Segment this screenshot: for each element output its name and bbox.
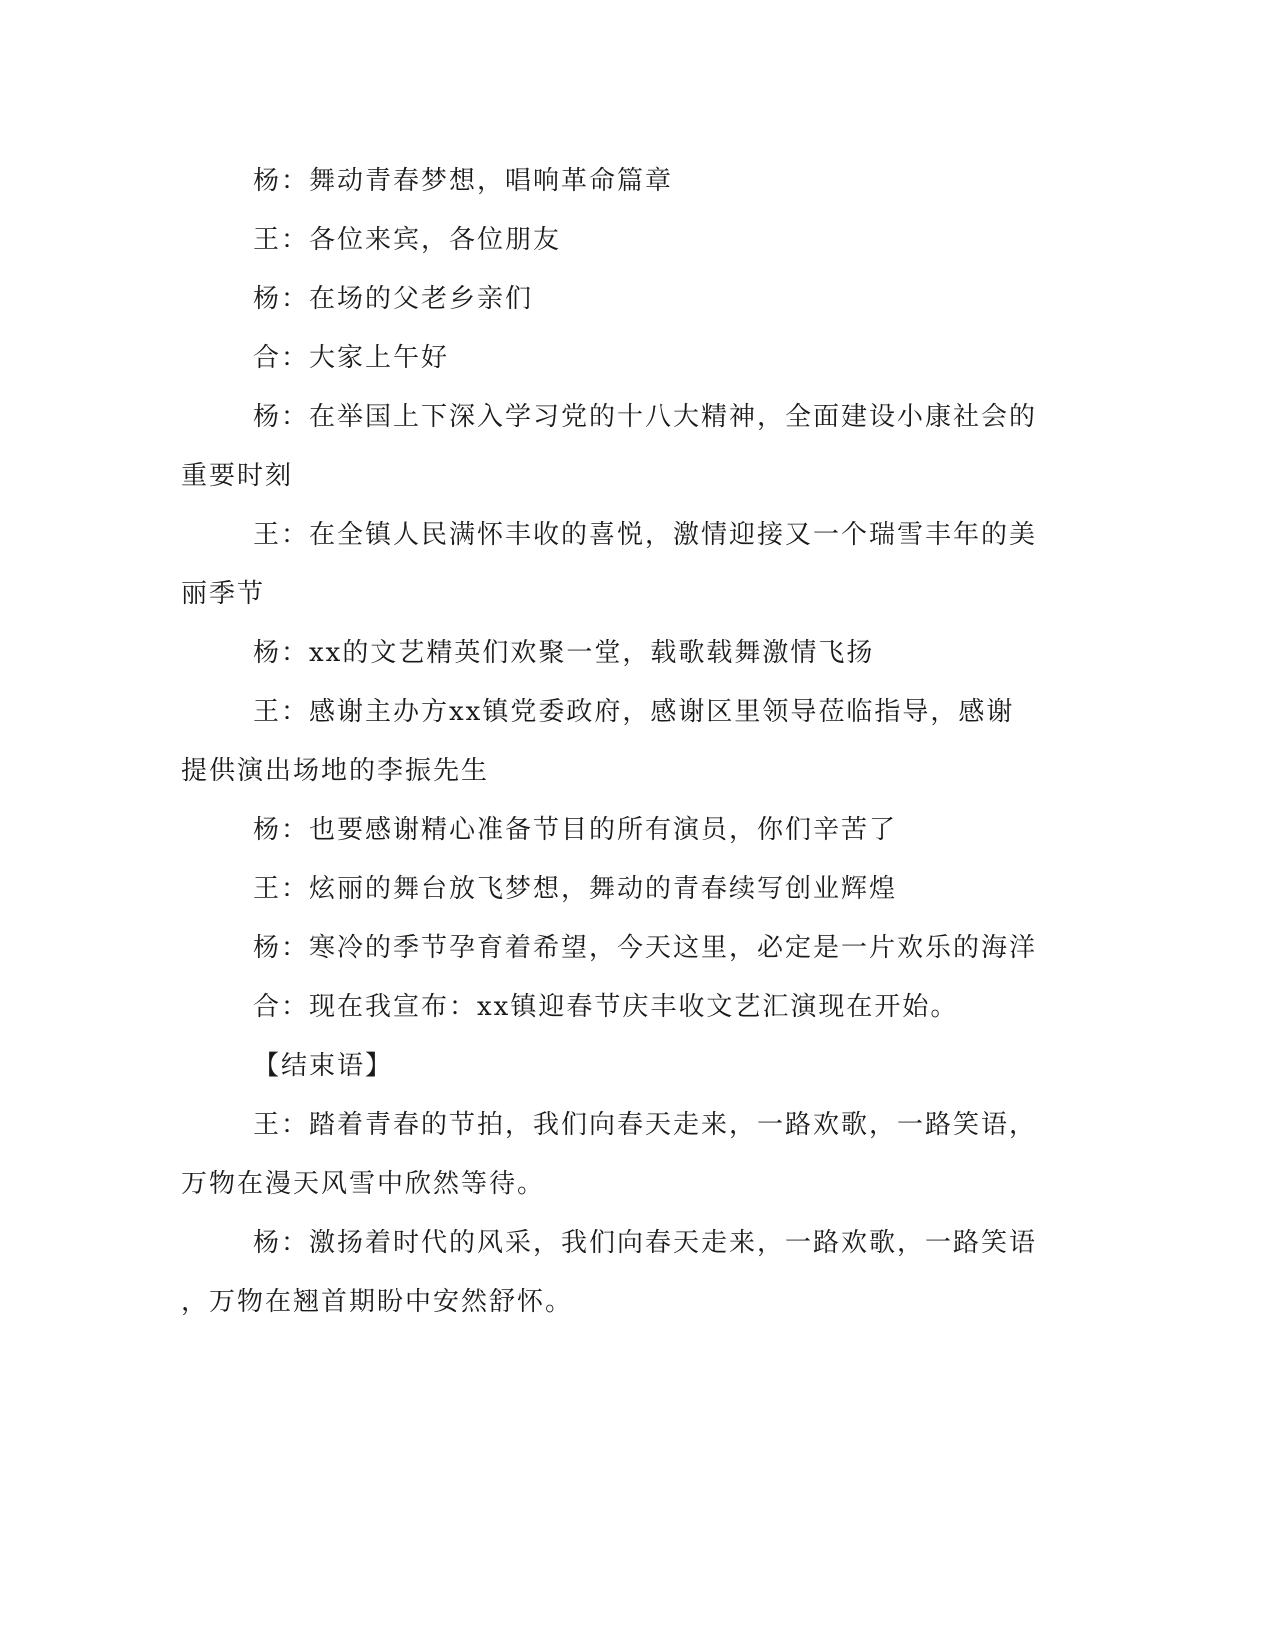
text-line: 杨：在举国上下深入学习党的十八大精神，全面建设小康社会的 bbox=[253, 402, 1038, 432]
text-line: 合：现在我宣布：xx镇迎春节庆丰收文艺汇演现在开始。 bbox=[253, 992, 959, 1022]
text-line: 丽季节 bbox=[181, 579, 266, 609]
text-line: 杨：也要感谢精心准备节目的所有演员，你们辛苦了 bbox=[253, 815, 898, 845]
text-line: 杨：舞动青春梦想，唱响革命篇章 bbox=[253, 166, 674, 196]
text-line: 杨：在场的父老乡亲们 bbox=[253, 284, 534, 314]
text-line: 提供演出场地的李振先生 bbox=[181, 756, 490, 786]
text-line: 王：各位来宾，各位朋友 bbox=[253, 225, 562, 255]
text-line: 王：踏着青春的节拍，我们向春天走来，一路欢歌，一路笑语， bbox=[253, 1110, 1038, 1140]
text-line: 杨：xx的文艺精英们欢聚一堂，载歌载舞激情飞扬 bbox=[253, 638, 875, 668]
text-line: 王：炫丽的舞台放飞梦想，舞动的青春续写创业辉煌 bbox=[253, 874, 898, 904]
text-line: 重要时刻 bbox=[181, 461, 294, 491]
text-line: 万物在漫天风雪中欣然等待。 bbox=[181, 1169, 546, 1199]
text-line: 王：感谢主办方xx镇党委政府，感谢区里领导莅临指导，感谢 bbox=[253, 697, 1015, 727]
section-heading: 【结束语】 bbox=[253, 1051, 394, 1081]
text-line: 杨：激扬着时代的风采，我们向春天走来，一路欢歌，一路笑语 bbox=[253, 1228, 1038, 1258]
text-line: ，万物在翘首期盼中安然舒怀。 bbox=[181, 1287, 574, 1317]
text-line: 杨：寒冷的季节孕育着希望，今天这里，必定是一片欢乐的海洋 bbox=[253, 933, 1038, 963]
text-line: 合：大家上午好 bbox=[253, 343, 450, 373]
document-body bbox=[181, 152, 1041, 1332]
text-line: 王：在全镇人民满怀丰收的喜悦，激情迎接又一个瑞雪丰年的美 bbox=[253, 520, 1038, 550]
